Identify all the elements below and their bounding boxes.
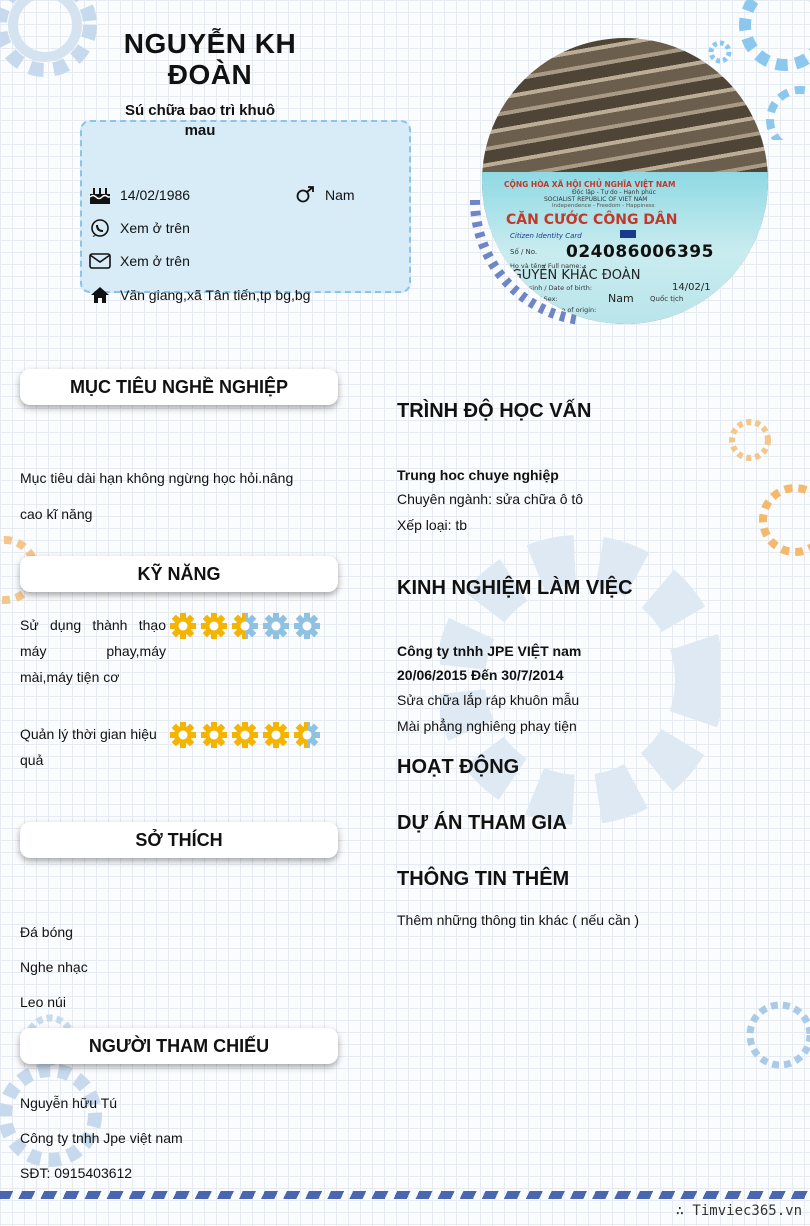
skill-1-line1: Sử dụng thành thạo — [20, 617, 166, 633]
gear-rating-icon — [260, 610, 291, 641]
job-title: Sú chữa bao trì khuô mau — [124, 102, 276, 139]
gear-rating-icon — [229, 610, 260, 641]
email-value: Xem ở trên — [120, 253, 190, 269]
skill-2-rating — [167, 719, 322, 750]
gear-rating-icon — [198, 610, 229, 641]
section-title-extra-info: THÔNG TIN THÊM — [397, 868, 570, 890]
career-goal-line1: Mục tiêu dài hạn không ngừng học hỏi.nâng — [20, 470, 294, 486]
phone-value: Xem ở trên — [120, 220, 190, 236]
info-phone — [89, 217, 190, 239]
reference-company: Công ty tnhh Jpe việt nam — [20, 1130, 183, 1146]
gear-rating-icon — [229, 719, 260, 750]
reference-phone: SĐT: 0915403612 — [20, 1165, 133, 1181]
candidate-name: NGUYỄN KH ĐOÀN — [123, 28, 297, 90]
gear-rating-icon — [291, 610, 322, 641]
education-major: Chuyên ngành: sửa chữa ô tô — [397, 491, 584, 507]
envelope-icon — [89, 250, 111, 272]
section-title-education: TRÌNH ĐỘ HỌC VẤN — [397, 400, 592, 422]
id-card-flag — [620, 230, 636, 238]
watermark: ∴ Timviec365.vn — [675, 1203, 802, 1219]
gear-rating-icon — [260, 719, 291, 750]
cake-icon — [89, 184, 111, 206]
experience-task: Mài phẳng nghiêng phay tiện — [397, 718, 577, 734]
bottom-decorative-strip — [0, 1191, 810, 1199]
section-title-activities: HOẠT ĐỘNG — [397, 756, 520, 778]
gear-decoration-right-orange — [725, 410, 810, 570]
section-title-experience: KINH NGHIỆM LÀM VIỆC — [397, 577, 633, 599]
hobby-item: Leo núi — [20, 994, 66, 1010]
reference-name: Nguyễn hữu Tú — [20, 1095, 118, 1111]
extra-info-text: Thêm những thông tin khác ( nếu cần ) — [397, 912, 640, 928]
skill-2-line2: quả — [20, 752, 44, 768]
section-title-skills: KỸ NĂNG — [20, 556, 338, 592]
experience-period: 20/06/2015 Đến 30/7/2014 — [397, 667, 564, 683]
gear-decoration-bottom-right — [740, 990, 810, 1090]
info-email — [89, 250, 190, 272]
address-value: Văn giang,xã Tân tiến,tp bg,bg — [120, 287, 311, 303]
skill-1-line3: mài,máy tiện cơ — [20, 669, 120, 685]
birthday-value: 14/02/1986 — [120, 187, 191, 203]
experience-company: Công ty tnhh JPE VIỆT nam — [397, 643, 582, 659]
gear-rating-icon — [291, 719, 322, 750]
info-address — [89, 284, 310, 306]
id-card-image: CỘNG HÒA XÃ HỘI CHỦ NGHĨA VIỆT NAM Độc lập - Tự do - Hạnh phúc SOCIALIST REPUBLIC OF VIET NAM Independence - Freedom - Happiness CĂN CƯỚC CÔNG DÂN Citizen Identity Card Số / No. 024086006395 Họ và tên / Full name: NGUYỄN KHẮC ĐOÀN Ngày sinh / Date of birth: 14/02/1 Giới tính / Sex: Nam Quốc tịch Quê quán / Place of origin: — [482, 172, 768, 324]
gear-rating-icon — [167, 719, 198, 750]
gender-value: Nam — [325, 187, 355, 203]
profile-photo — [482, 38, 768, 324]
education-grade: Xếp loại: tb — [397, 517, 468, 533]
section-title-projects: DỰ ÁN THAM GIA — [397, 812, 567, 834]
gear-rating-icon — [198, 719, 229, 750]
hobby-item: Nghe nhạc — [20, 959, 88, 975]
hobby-item: Đá bóng — [20, 924, 73, 940]
career-goal-line2: cao kĩ năng — [20, 506, 93, 522]
experience-task: Sửa chữa lắp ráp khuôn mẫu — [397, 692, 580, 708]
gear-rating-icon — [167, 610, 198, 641]
skill-2-line1: Quản lý thời gian hiệu — [20, 726, 157, 742]
section-title-career-goal: MỤC TIÊU NGHỀ NGHIỆP — [20, 369, 338, 405]
gender-icon — [294, 184, 316, 206]
skill-1-rating — [167, 610, 322, 641]
whatsapp-icon — [89, 217, 111, 239]
info-gender — [294, 184, 355, 206]
home-icon — [89, 284, 111, 306]
section-title-references: NGƯỜI THAM CHIẾU — [20, 1028, 338, 1064]
skill-1-line2: máy phay,máy — [20, 643, 166, 659]
section-title-hobbies: SỞ THÍCH — [20, 822, 338, 858]
info-birthday — [89, 184, 190, 206]
education-school: Trung hoc chuye nghiệp — [397, 467, 559, 483]
